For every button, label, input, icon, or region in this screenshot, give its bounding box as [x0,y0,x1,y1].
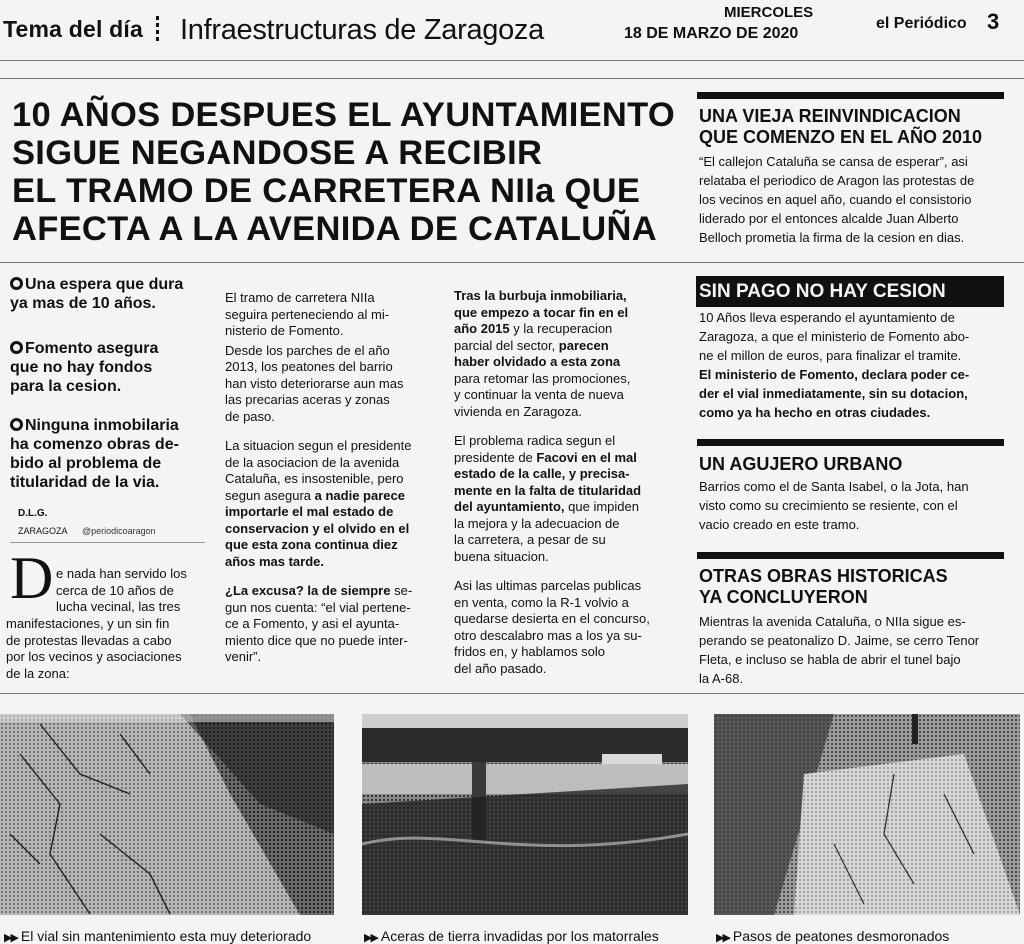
box-title [699,106,1019,148]
box-title-line: OTRAS OBRAS HISTORICAS [699,566,948,586]
box-body-line: como ya ha hecho en otras ciudades. [699,405,931,420]
box-body-line: perando se peatonalizo D. Jaime, se cerro Tenor [699,633,980,648]
text-line: manifestaciones, y un sin fin [6,616,170,631]
paragraph: Tras la burbuja inmobiliaria, que empezo a tocar fin en el año 2015 y la recuperacion parcial del sector, parecen haber olvidado a esta zona para retomar las promociones, y continuar la venta de nueva vivienda en Zaragoza. [454,288,631,419]
weekday: MIERCOLES [724,4,814,21]
bullet-circle-icon [10,341,23,354]
key-point: Una espera que dura ya mas de 10 años. [10,275,210,313]
text-line: lucha vecinal, las tres [56,599,181,614]
box-body-line: relataba el periodico de Aragon las protestas de [699,173,975,188]
box-body [699,308,1015,422]
box-body-line: vacio creado en este tramo. [699,517,860,532]
paragraph: El problema radica segun el presidente de Facovi en el mal estado de la calle, y precisa- mente en la falta de titularidad del ayuntamiento, que impiden la mejora y la adecuacion de la carretera, a pesar de su buena situacion. [454,433,642,564]
key-point-line: titularidad de la via. [10,474,160,491]
box-title-line: QUE COMENZO EN EL AÑO 2010 [699,127,983,147]
text-line: cerca de 10 años de [56,582,174,598]
photo-caption: ▶▶ El vial sin mantenimiento esta muy deteriorado [4,928,312,944]
header-rule [0,60,1024,61]
key-point-line: ha comenzo obras de- [10,436,179,453]
key-point-line: que no hay fondos [10,359,153,376]
box-body-line: los vecinos en aquel año, cuando el consistorio [699,192,972,207]
double-arrow-icon: ▶▶ [364,932,377,944]
paragraph: La situacion segun el presidente de la asociacion de la avenida Cataluña, es insostenible, pero segun asegura a nadie parece importarle el mal estado de conservacion y el olvido en el que esta zona continua diez años mas tarde. [225,438,412,569]
byline-place: ZARAGOZA [18,526,68,536]
headline-line: AFECTA A LA AVENIDA DE CATALUÑA [12,210,657,248]
box-title-inverted: SIN PAGO NO HAY CESION [696,276,1004,307]
photo-crosswalk-image [714,714,1020,915]
box-title: UN AGUJERO URBANO [699,454,903,474]
headline-line: EL TRAMO DE CARRETERA NIIa QUE [12,172,641,210]
box-body-line: Barrios como el de Santa Isabel, o la Jota, han [699,479,969,494]
box-body-line: Fleta, e incluso se habla de abrir el tunel bajo [699,652,961,667]
photo-sidewalk-image [362,714,688,915]
topic-title: Infraestructuras de Zaragoza [180,14,544,46]
bullet-circle-icon [10,277,23,290]
box-body-line: der el vial inmediatamente, sin su dotacion, [699,386,968,401]
key-point-line: para la cesion. [10,378,122,395]
paragraph: El tramo de carretera NIIa seguira perteneciendo al mi- nisterio de Fomento. [225,290,390,338]
box-body [699,152,1015,247]
byline-handle: @periodicoaragon [82,526,156,536]
byline-rule [10,542,205,543]
box-body-line: la A-68. [699,671,744,686]
box-body-line: visto como su crecimiento se resiente, con el [699,498,958,513]
box-body-line: liderado por el entonces alcalde Juan Alberto [699,211,959,226]
column-3 [454,288,684,690]
headline-line: SIGUE NEGANDOSE A RECIBIR [12,134,543,172]
double-arrow-icon: ▶▶ [4,932,17,944]
photo-deteriorated-road [0,714,334,915]
key-point-line: bido al problema de [10,455,162,472]
box-body-line: Zaragoza, a que el ministerio de Fomento abo- [699,329,970,344]
box-title [699,566,1019,608]
sidebar-bar [697,552,1004,559]
photo-caption: ▶▶ Aceras de tierra invadidas por los matorrales [364,928,659,944]
key-point-line: ya mas de 10 años. [10,295,156,312]
key-point: Ninguna inmobilaria ha comenzo obras de- bido al problema de titularidad de la via. [10,416,210,492]
box-title-line: UNA VIEJA REINVINDICACION [699,106,961,126]
photo-overgrown-sidewalk [362,714,688,915]
box-body-line: Mientras la avenida Cataluña, o NIIa sigue es- [699,614,966,629]
box-body-line: 10 Años lleva esperando el ayuntamiento de [699,310,955,325]
section-label: Tema del día [3,16,144,42]
box-body-line: ne el millon de euros, para finalizar el tramite. [699,348,962,363]
byline-author: D.L.G. [18,508,48,519]
double-arrow-icon: ▶▶ [716,932,729,944]
column-1-lead [56,566,216,616]
issue-date: 18 DE MARZO DE 2020 [624,25,799,42]
section-separator-dots [154,16,162,42]
text-line: e nada han servido los [56,566,187,581]
bullet-circle-icon [10,418,23,431]
photo-road-image [0,714,334,915]
headline-rule [0,262,1024,263]
paragraph: Asi las ultimas parcelas publicas en venta, como la R-1 volvio a quedarse desierta en el concurso, otro descalabro mas a los ya su- fridos en, y hablamos solo del año pasado. [454,578,650,676]
box-body-line: Belloch prometia la firma de la cesion en dias. [699,230,965,245]
photo-rule [0,693,1024,694]
newspaper-name: el Periódico [876,15,967,32]
text-line: de la zona: [6,665,70,681]
header-rule-lower [0,78,1024,79]
paragraph: Desde los parches de el año 2013, los peatones del barrio han visto deteriorarse aun mas las precarias aceras y zonas de paso. [225,342,404,424]
box-body [699,477,1015,534]
sidebar-bar [697,92,1004,99]
headline-line: 10 AÑOS DESPUES EL AYUNTAMIENTO [12,96,676,134]
page-number: 3 [987,9,1000,34]
photo-crumbling-crosswalk [714,714,1020,915]
drop-cap: D [10,545,54,611]
key-point: Fomento asegura que no hay fondos para la cesion. [10,339,210,396]
column-1-body [6,616,218,682]
column-2 [225,290,445,679]
sidebar-bar [697,439,1004,446]
text-line: por los vecinos y asociaciones [6,649,182,664]
text-line: de protestas llevadas a cabo [6,632,172,648]
main-headline [12,96,692,248]
box-body-line: “El callejon Cataluña se cansa de esperar”, asi [699,154,968,169]
box-title-line: YA CONCLUYERON [699,587,868,607]
paragraph: ¿La excusa? la de siempre se- gun nos cuenta: “el vial pertene- ce a Fomento, y asi el ayunta- miento dice que no puede inter- venir”. [225,583,413,664]
box-body [699,612,1015,688]
photo-caption: ▶▶ Pasos de peatones desmoronados [716,928,950,944]
box-body-line: El ministerio de Fomento, declara poder ce- [699,367,970,382]
